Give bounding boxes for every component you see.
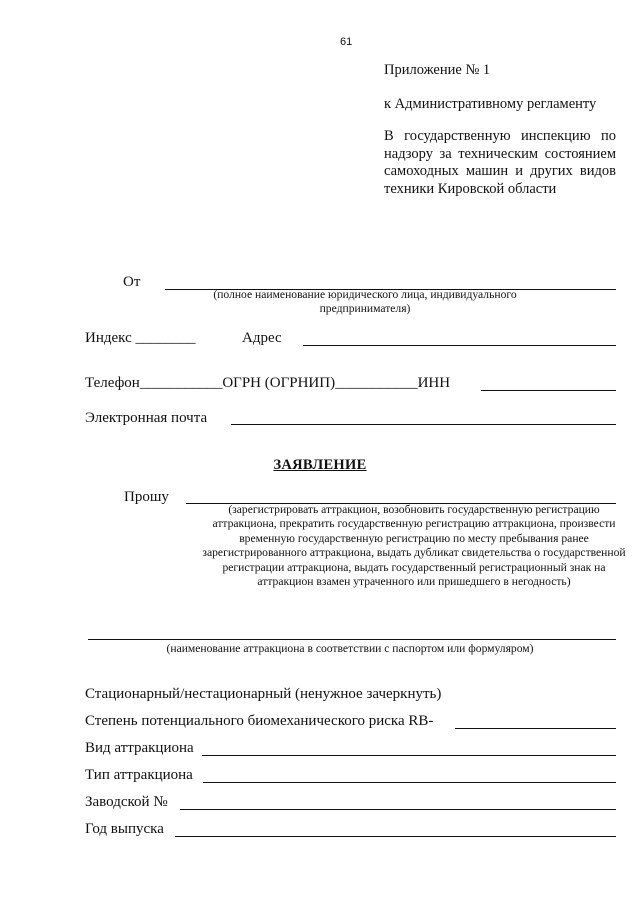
request-label: Прошу (124, 489, 169, 505)
email-label: Электронная почта (85, 410, 208, 426)
from-hint: (полное наименование юридического лица, индивидуального предпринимателя) (213, 288, 517, 316)
attraction-name-field[interactable] (88, 639, 616, 640)
risk-label: Степень потенциального биомеханического риска RB- (85, 713, 434, 729)
kind-field[interactable] (202, 755, 616, 756)
year-label: Год выпуска (85, 821, 164, 837)
stationary-label: Стационарный/нестационарный (ненужное зачеркнуть) (85, 686, 442, 702)
from-label: От (123, 274, 141, 290)
kind-label: Вид аттракциона (85, 740, 194, 756)
serial-field[interactable] (180, 809, 616, 810)
email-field[interactable] (231, 424, 616, 425)
appendix-title: Приложение № 1 (384, 62, 491, 78)
inn-field[interactable] (481, 390, 616, 391)
statement-title: ЗАЯВЛЕНИЕ (273, 457, 367, 473)
regulation-reference: к Административному регламенту (384, 96, 597, 112)
address-field[interactable] (303, 345, 616, 346)
type-label: Тип аттракциона (85, 767, 193, 783)
recipient-block: В государственную инспекцию по надзору за техническим состоянием самоходных машин и других видов техники Кировской области (384, 128, 616, 197)
index-label: Индекс ________ (85, 330, 196, 346)
year-field[interactable] (175, 836, 616, 837)
attraction-name-hint: (наименование аттракциона в соответствии с паспортом или формуляром) (166, 642, 534, 655)
type-field[interactable] (203, 782, 616, 783)
request-hint: (зарегистрировать аттракцион, возобновить государственную регистрацию аттракциона, прекратить государственную регистрацию аттракциона, произвести временную государственную регистрацию по месту пребывания ранее зарегистрированного аттракциона, выдать дубликат свидетельства о государственной регистрации аттракциона, выдать государственный регистрационный знак на аттракцион взамен утраченного или пришедшего в негодность) (202, 503, 626, 589)
risk-field[interactable] (455, 728, 616, 729)
page-number: 61 (340, 36, 353, 48)
serial-label: Заводской № (85, 794, 168, 810)
address-label: Адрес (242, 330, 282, 346)
phone-ogrn-inn-row: Телефон___________ОГРН (ОГРНИП)___________ИНН (85, 375, 451, 391)
